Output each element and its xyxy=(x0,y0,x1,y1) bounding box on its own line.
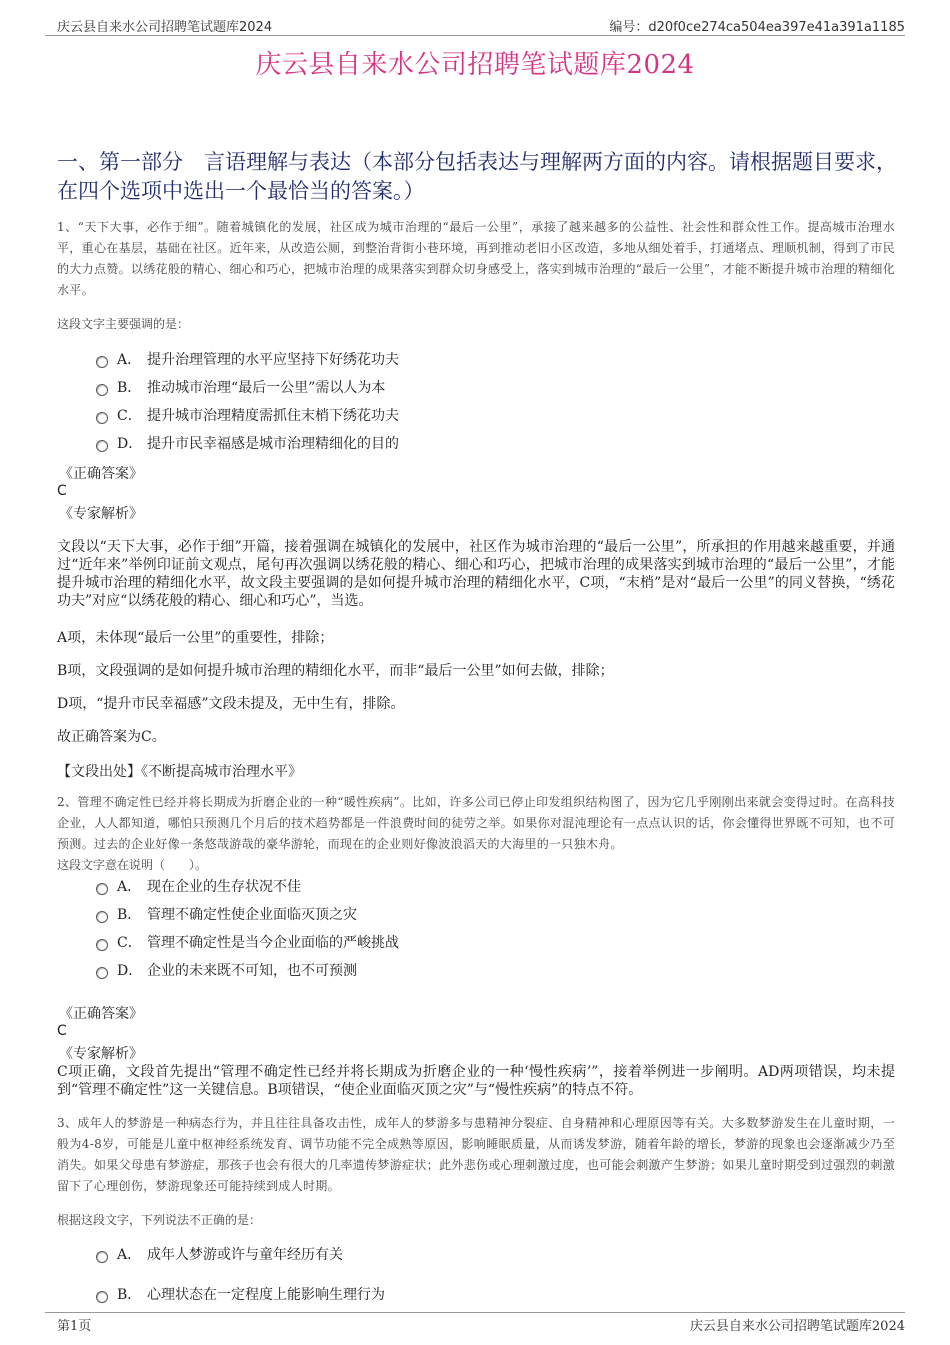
option-text: 成年人梦游或许与童年经历有关 xyxy=(147,1247,343,1263)
option-text: 提升城市治理精度需抓住末梢下绣花功夫 xyxy=(147,408,399,424)
document-id: 编号：d20f0ce274ca504ea397e41a391a1185 xyxy=(609,20,905,35)
radio-icon[interactable] xyxy=(96,883,108,895)
q1-source: 【文段出处】《不断提高城市治理水平》 xyxy=(57,764,302,780)
section-heading: 一、第一部分 言语理解与表达（本部分包括表达与理解两方面的内容。请根据题目要求，在四个选项中选出一个最恰当的答案。） xyxy=(57,150,897,203)
radio-icon[interactable] xyxy=(96,1291,108,1303)
q1-answer: C xyxy=(57,483,67,499)
option-label: A． xyxy=(117,879,142,895)
option-label: C． xyxy=(117,935,142,951)
q2-option-b[interactable] xyxy=(96,904,357,924)
option-text: 企业的未来既不可知，也不可预测 xyxy=(147,963,357,979)
option-text: 推动城市治理“最后一公里”需以人为本 xyxy=(147,380,386,396)
q2-option-a[interactable] xyxy=(96,876,301,896)
option-label: A． xyxy=(117,352,142,368)
option-text: 现在企业的生存状况不佳 xyxy=(147,879,301,895)
page-title: 庆云县自来水公司招聘笔试题库2024 xyxy=(255,50,695,80)
footer-divider xyxy=(45,1312,905,1313)
radio-icon[interactable] xyxy=(96,967,108,979)
option-text: 管理不确定性是当今企业面临的严峻挑战 xyxy=(147,935,399,951)
q2-analysis: C项正确，文段首先提出“管理不确定性已经并将长期成为折磨企业的一种‘慢性疾病’”，接着举例进一步阐明。AD两项错误，均未提到“管理不确定性”这一关键信息。B项错误，“使企业面临灭顶之灾”与“慢性疾病”的特点不符。 xyxy=(57,1064,895,1098)
q2-option-c[interactable] xyxy=(96,932,399,952)
question-3-text: 3、成年人的梦游是一种病态行为，并且往往具备攻击性，成年人的梦游多与患精神分裂症、自身精神和心理原因等有关。大多数梦游发生在儿童时期，一般为4-8岁，可能是儿童中枢神经系统发育、调节功能不完全成熟等原因，影响睡眠质量，从而诱发梦游，随着年龄的增长，梦游的现象也会逐渐减少乃至消失。如果父母患有梦游症，那孩子也会有很大的几率遗传梦游症状；此外悲伤或心理刺激过度，也可能会刺激产生梦游；如果儿童时期受到过强烈的刺激留下了心理创伤，梦游现象还可能持续到成人时期。 xyxy=(57,1116,895,1193)
option-label: A． xyxy=(117,1247,142,1263)
radio-icon[interactable] xyxy=(96,911,108,923)
q1-option-a[interactable] xyxy=(96,349,399,369)
option-text: 提升治理管理的水平应坚持下好绣花功夫 xyxy=(147,352,399,368)
page-number: 第1页 xyxy=(57,1319,92,1334)
question-3-prompt: 根据这段文字，下列说法不正确的是： xyxy=(57,1213,262,1227)
header-divider xyxy=(45,35,905,36)
q1-note-b: B项，文段强调的是如何提升城市治理的精细化水平，而非“最后一公里”如何去做，排除； xyxy=(57,663,614,679)
question-1-prompt: 这段文字主要强调的是： xyxy=(57,317,190,331)
radio-icon[interactable] xyxy=(96,412,108,424)
header-title: 庆云县自来水公司招聘笔试题库2024 xyxy=(57,20,273,35)
question-2-prompt: 这段文字意在说明（ ）。 xyxy=(57,858,208,872)
q1-option-b[interactable] xyxy=(96,377,385,397)
q3-option-a[interactable] xyxy=(96,1244,343,1264)
q1-analysis-label: 《专家解析》 xyxy=(59,506,143,522)
radio-icon[interactable] xyxy=(96,440,108,452)
q2-answer-label: 《正确答案》 xyxy=(59,1006,143,1022)
q1-note-a: A项，未体现“最后一公里”的重要性，排除； xyxy=(57,630,334,646)
q3-option-b[interactable] xyxy=(96,1284,385,1304)
q1-conclusion: 故正确答案为C。 xyxy=(57,729,166,745)
option-label: D． xyxy=(117,963,143,979)
option-text: 提升市民幸福感是城市治理精细化的目的 xyxy=(147,436,399,452)
question-1-text: 1、“天下大事，必作于细”。随着城镇化的发展，社区成为城市治理的“最后一公里”，承接了越来越多的公益性、社会性和群众性工作。提高城市治理水平，重心在基层，基础在社区。近年来，从改造公厕，到整治背街小巷环境，再到推动老旧小区改造，多地从细处着手，打通堵点、理顺机制，得到了市民的大力点赞。以绣花般的精心、细心和巧心，把城市治理的成果落实到群众切身感受上，落实到城市治理的“最后一公里”，才能不断提升城市治理的精细化水平。 xyxy=(57,220,895,297)
radio-icon[interactable] xyxy=(96,939,108,951)
option-label: C． xyxy=(117,408,142,424)
q1-note-d: D项，“提升市民幸福感”文段未提及，无中生有，排除。 xyxy=(57,696,405,712)
q1-option-d[interactable] xyxy=(96,433,399,453)
q1-option-c[interactable] xyxy=(96,405,399,425)
q2-answer: C xyxy=(57,1023,67,1039)
option-label: B． xyxy=(117,1287,142,1303)
q1-analysis: 文段以“天下大事，必作于细”开篇，接着强调在城镇化的发展中，社区作为城市治理的“最后一公里”，所承担的作用越来越重要，并通过“近年来”举例印证前文观点，尾句再次强调以绣花般的精心、细心和巧心，把城市治理的成果落实到城市治理的“最后一公里”，才能提升城市治理的精细化水平，故文段主要强调的是如何提升城市治理的精细化水平，C项，“末梢”是对“最后一公里”的同义替换，“绣花功夫”对应“以绣花般的精心、细心和巧心”，当选。 xyxy=(57,539,895,609)
footer-title: 庆云县自来水公司招聘笔试题库2024 xyxy=(689,1319,905,1334)
option-label: D． xyxy=(117,436,143,452)
option-label: B． xyxy=(117,907,142,923)
option-text: 管理不确定性使企业面临灭顶之灾 xyxy=(147,907,357,923)
radio-icon[interactable] xyxy=(96,384,108,396)
radio-icon[interactable] xyxy=(96,356,108,368)
radio-icon[interactable] xyxy=(96,1251,108,1263)
option-text: 心理状态在一定程度上能影响生理行为 xyxy=(147,1287,385,1303)
q2-option-d[interactable] xyxy=(96,960,357,980)
q2-analysis-label: 《专家解析》 xyxy=(59,1046,143,1062)
question-2-text: 2、管理不确定性已经并将长期成为折磨企业的一种“暖性疾病”。比如，许多公司已停止印发组织结构图了，因为它几乎刚刚出来就会变得过时。在高科技企业，人人都知道，哪怕只预测几个月后的技术趋势都是一件浪费时间的徒劳之举。如果你对混沌理论有一点点认识的话，你会懂得世界既不可知，也不可预测。过去的企业好像一条悠哉游哉的豪华游轮，而现在的企业则好像波浪滔天的大海里的一只独木舟。 xyxy=(57,795,895,851)
q1-answer-label: 《正确答案》 xyxy=(59,466,143,482)
option-label: B． xyxy=(117,380,142,396)
